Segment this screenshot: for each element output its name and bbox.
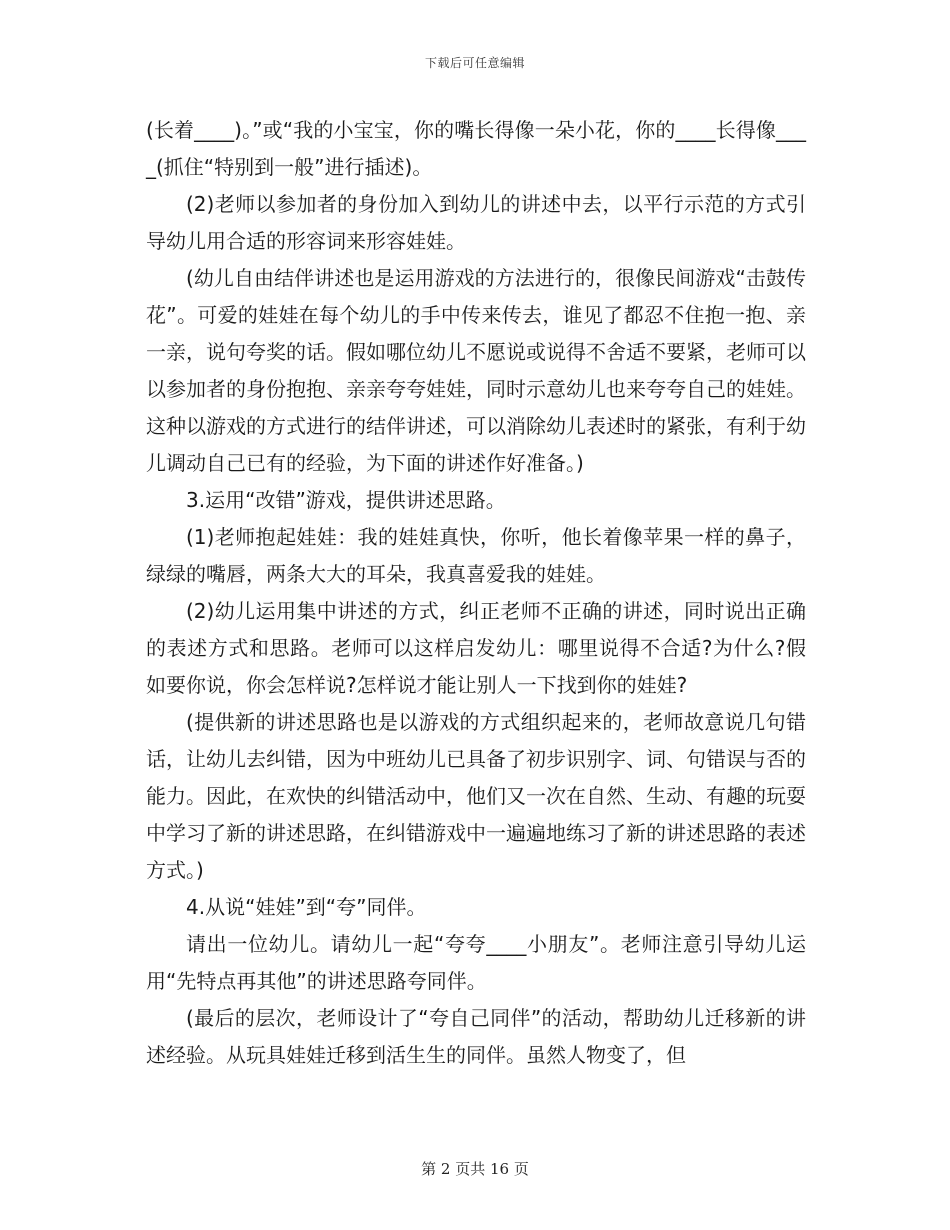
paragraph-note-error-game: (提供新的讲述思路也是以游戏的方式组织起来的，老师故意说几句错话，让幼儿去纠错，因为中班幼儿已具备了初步识别字、词、句错误与否的能力。因此，在欢快的纠错活动中，他们又一次在自然、生动、有趣的玩耍中学习了新的讲述思路，在纠错游戏中一遍遍地练习了新的讲述思路的表述方式。) xyxy=(146,710,806,882)
page-footer: 第 2 页共 16 页 xyxy=(421,1160,529,1178)
paragraph-step-3-2: (2)幼儿运用集中讲述的方式，纠正老师不正确的讲述，同时说出正确的表述方式和思路。老师可以这样启发幼儿：哪里说得不合适?为什么?假如要你说，你会怎样说?怎样说才能让别人一下找到你的娃娃? xyxy=(146,599,806,697)
paragraph-continuation: (长着____)。”或“我的小宝宝，你的嘴长得像一朵小花，你的____长得像____(抓住“特别到一般”进行插述)。 xyxy=(146,118,806,179)
paragraph-note-final: (最后的层次，老师设计了“夸自己同伴”的活动，帮助幼儿迁移新的讲述经验。从玩具娃娃迁移到活生生的同伴。虽然人物变了，但 xyxy=(146,1006,806,1067)
paragraph-step-4: 请出一位幼儿。请幼儿一起“夸夸____小朋友”。老师注意引导幼儿运用“先特点再其他”的讲述思路夸同伴。 xyxy=(146,932,806,993)
page-header: 下载后可任意编辑 xyxy=(424,56,525,70)
section-heading-3: 3.运用“改错”游戏，提供讲述思路。 xyxy=(186,488,506,512)
paragraph-note-free-talk: (幼儿自由结伴讲述也是运用游戏的方法进行的，很像民间游戏“击鼓传花”。可爱的娃娃在每个幼儿的手中传来传去，谁见了都忍不住抱一抱、亲一亲，说句夸奖的话。假如哪位幼儿不愿说或说得不舍适不要紧，老师可以以参加者的身份抱抱、亲亲夸夸娃娃，同时示意幼儿也来夸夸自己的娃娃。这种以游戏的方式进行的结伴讲述，可以消除幼儿表述时的紧张，有利于幼儿调动自己已有的经验，为下面的讲述作好准备。) xyxy=(146,266,806,475)
section-heading-4: 4.从说“娃娃”到“夸”同伴。 xyxy=(186,895,427,919)
paragraph-step-3-1: (1)老师抱起娃娃：我的娃娃真快，你听，他长着像苹果一样的鼻子，绿绿的嘴唇，两条大大的耳朵，我真喜爱我的娃娃。 xyxy=(146,525,806,586)
document-body xyxy=(146,112,806,1074)
paragraph-step-2-2: (2)老师以参加者的身份加入到幼儿的讲述中去，以平行示范的方式引导幼儿用合适的形容词来形容娃娃。 xyxy=(146,192,806,253)
